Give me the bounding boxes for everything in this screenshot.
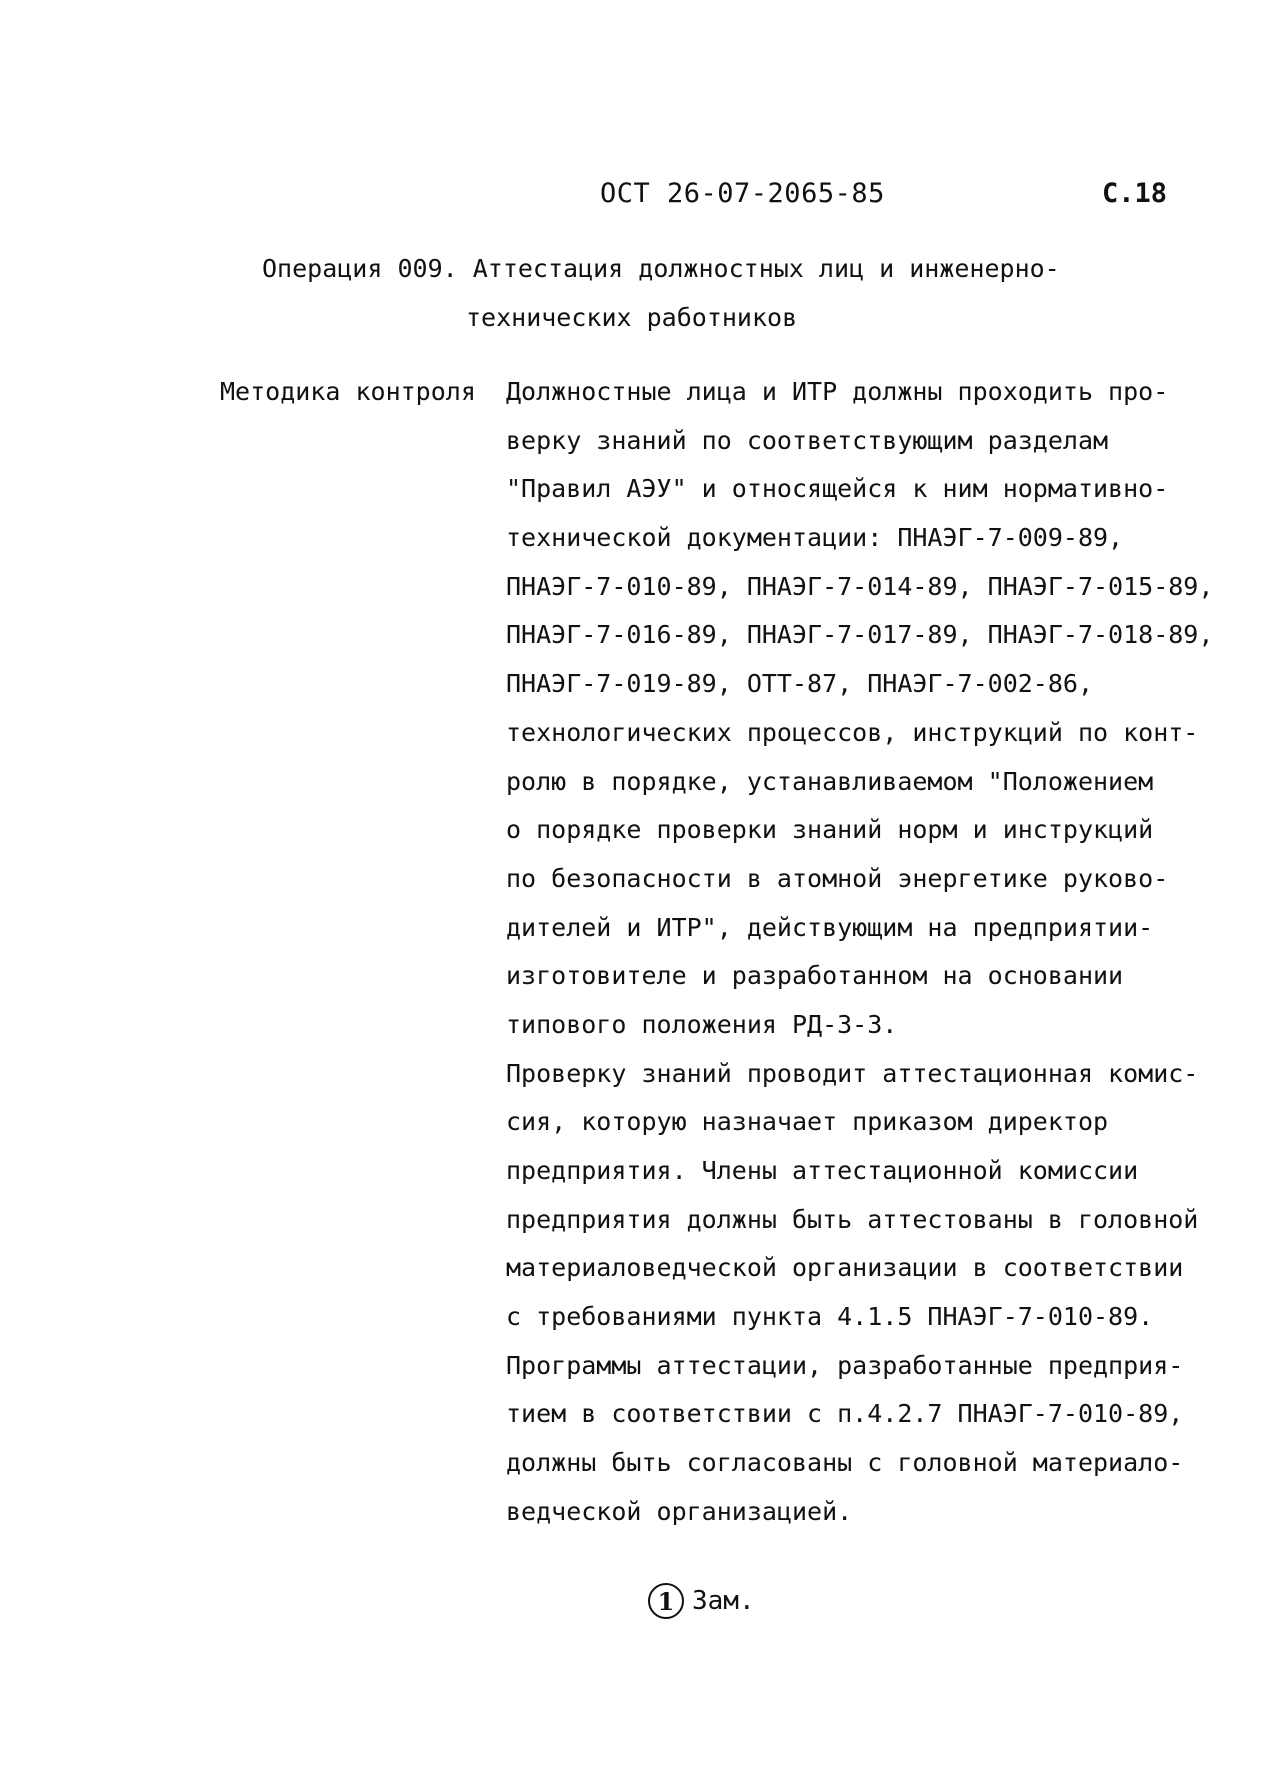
method-text-line: сия, которую назначает приказом директор: [506, 1107, 1109, 1137]
method-text-line: по безопасности в атомной энергетике руково-: [506, 863, 1169, 893]
operation-title-line-1: Операция 009. Аттестация должностных лиц и инженерно-: [262, 254, 1060, 283]
method-text-line: дителей и ИТР", действующим на предприятии-: [506, 912, 1154, 942]
method-text-line: ведческой организацией.: [506, 1496, 853, 1526]
method-text-line: Должностные лица и ИТР должны проходить про-: [506, 377, 1169, 406]
method-text-line: изготовителе и разработанном на основании: [506, 961, 1124, 991]
method-text-line: Программы аттестации, разработанные предприя-: [506, 1350, 1184, 1380]
page-number: С.18: [1102, 178, 1168, 209]
revision-label: Зам.: [692, 1586, 755, 1616]
method-text-line: о порядке проверки знаний норм и инструкций: [506, 815, 1154, 845]
method-text-line: тием в соответствии с п.4.2.7 ПНАЭГ-7-010-89,: [506, 1399, 1184, 1429]
method-text-line: материаловедческой организации в соответствии: [506, 1253, 1184, 1283]
standard-number: ОСТ 26-07-2065-85: [600, 178, 885, 209]
method-text-line: предприятия. Члены аттестационной комиссии: [506, 1156, 1139, 1185]
method-text-line: ролю в порядке, устанавливаемом "Положением: [506, 766, 1154, 796]
revision-mark: [648, 1583, 755, 1619]
revision-number-circle: 1: [648, 1583, 684, 1619]
method-text-line: Проверку знаний проводит аттестационная комис-: [506, 1058, 1199, 1088]
operation-title-line-2: технических работников: [466, 303, 798, 332]
method-text-line: верку знаний по соответствующим разделам: [506, 425, 1109, 455]
method-text-line: "Правил АЭУ" и относящейся к ним нормативно-: [506, 474, 1169, 504]
method-text-line: технологических процессов, инструкций по конт-: [506, 717, 1199, 747]
method-text-line: должны быть согласованы с головной материало-: [506, 1448, 1184, 1478]
method-text-line: технической документации: ПНАЭГ-7-009-89,: [506, 523, 1124, 553]
method-label: Методика контроля: [220, 377, 476, 406]
method-text-line: ПНАЭГ-7-016-89, ПНАЭГ-7-017-89, ПНАЭГ-7-018-89,: [506, 620, 1214, 650]
method-text-line: типового положения РД-3-3.: [506, 1009, 898, 1039]
method-text-line: ПНАЭГ-7-019-89, ОТТ-87, ПНАЭГ-7-002-86,: [506, 669, 1093, 699]
method-text-line: с требованиями пункта 4.1.5 ПНАЭГ-7-010-89.: [506, 1302, 1154, 1332]
method-text-line: ПНАЭГ-7-010-89, ПНАЭГ-7-014-89, ПНАЭГ-7-015-89,: [506, 571, 1214, 601]
method-text-line: предприятия должны быть аттестованы в головной: [506, 1204, 1199, 1234]
method-text: [506, 377, 1246, 1546]
